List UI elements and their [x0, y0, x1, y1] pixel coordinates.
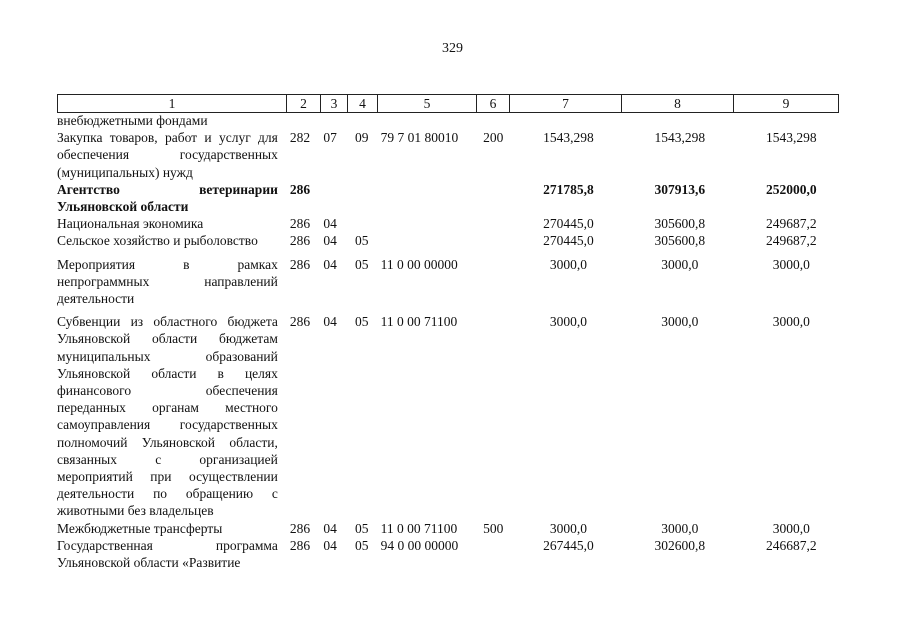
row-value-col8: 305600,8	[654, 216, 706, 232]
row-value-col8: 3000,0	[661, 256, 699, 272]
row-section: 04	[323, 314, 337, 330]
row-value-col8: 305600,8	[654, 233, 706, 249]
row-ministry: 282	[289, 130, 311, 146]
row-section: 04	[323, 520, 337, 536]
row-ministry: 286	[289, 181, 311, 197]
row-target-article: 79 7 01 80010	[380, 130, 459, 146]
row-value-col9: 3000,0	[772, 256, 810, 272]
row-value-col7: 3000,0	[549, 256, 587, 272]
row-ministry: 286	[289, 216, 311, 232]
row-value-col8: 302600,8	[654, 537, 706, 553]
row-name: Закупка товаров, работ и услуг для обеспечения государственных (муниципальных) нужд	[57, 130, 278, 180]
table-header	[57, 94, 839, 113]
row-name: внебюджетными фондами	[57, 113, 208, 128]
row-value-col7: 1543,298	[543, 130, 594, 146]
row-target-article: 11 0 00 00000	[380, 256, 458, 272]
row-name: Агентство ветеринарии Ульяновской области	[57, 181, 278, 215]
row-value-col9: 1543,298	[765, 130, 817, 146]
row-subsection: 05	[354, 520, 369, 536]
row-expense-type: 200	[483, 130, 504, 146]
header-col-9: 9	[734, 95, 839, 113]
header-col-3: 3	[321, 95, 348, 113]
row-section: 04	[323, 216, 337, 232]
header-col-2: 2	[287, 95, 321, 113]
row-section: 04	[323, 256, 337, 272]
table-row	[57, 232, 847, 249]
row-value-col9: 3000,0	[772, 314, 810, 330]
row-name: Межбюджетные трансферты	[57, 520, 223, 536]
row-subsection: 05	[354, 233, 369, 249]
row-name: Сельское хозяйство и рыболовство	[57, 233, 258, 249]
row-target-article: 11 0 00 71100	[380, 520, 458, 536]
page-number: 329	[442, 41, 463, 56]
header-col-8: 8	[622, 95, 734, 113]
row-section: 04	[323, 537, 337, 553]
table-row	[57, 256, 847, 308]
row-subsection: 09	[354, 130, 369, 146]
row-value-col8: 3000,0	[661, 314, 699, 330]
row-value-col7: 3000,0	[549, 314, 587, 330]
row-ministry: 286	[289, 537, 311, 553]
row-value-col8: 307913,6	[654, 181, 706, 197]
row-target-article: 11 0 00 71100	[380, 314, 458, 330]
header-col-5: 5	[378, 95, 477, 113]
table-body	[57, 112, 847, 571]
table-row	[57, 181, 847, 215]
row-target-article: 94 0 00 00000	[380, 537, 459, 553]
row-value-col9: 252000,0	[765, 181, 817, 197]
row-value-col9: 246687,2	[765, 537, 817, 553]
table-row	[57, 520, 847, 537]
row-ministry: 286	[289, 256, 311, 272]
row-name: Национальная экономика	[57, 216, 204, 232]
row-ministry: 286	[289, 314, 311, 330]
header-col-6: 6	[477, 95, 510, 113]
row-name: Мероприятия в рамках непрограммных направлений деятельности	[57, 256, 278, 307]
row-section: 04	[323, 233, 337, 249]
row-value-col7: 3000,0	[549, 520, 587, 536]
row-value-col8: 1543,298	[654, 130, 706, 146]
row-name: Субвенции из областного бюджета Ульяновской области бюджетам муниципальных образований Ульяновской области в целях финансового обеспечения переданных органам местного самоуправления государственных полномочий Ульяновской области, связанных с организацией мероприятий при осуществлении деятельности по обращению с животными без владельцев	[57, 314, 278, 519]
row-subsection: 05	[354, 314, 369, 330]
row-value-col7: 271785,8	[543, 181, 594, 197]
row-value-col9: 249687,2	[765, 233, 817, 249]
table-row	[57, 537, 847, 571]
table-row	[57, 129, 847, 181]
row-value-col9: 249687,2	[765, 216, 817, 232]
row-value-col8: 3000,0	[661, 520, 699, 536]
row-ministry: 286	[289, 233, 311, 249]
row-value-col7: 270445,0	[543, 233, 594, 249]
row-subsection: 05	[354, 256, 369, 272]
row-value-col9: 3000,0	[772, 520, 810, 536]
header-col-7: 7	[510, 95, 622, 113]
header-col-4: 4	[348, 95, 378, 113]
table-row	[57, 112, 847, 129]
row-name: Государственная программа Ульяновской области «Развитие	[57, 537, 278, 571]
row-value-col7: 267445,0	[543, 537, 594, 553]
row-expense-type: 500	[483, 520, 504, 536]
table-row	[57, 215, 847, 232]
header-col-1: 1	[58, 95, 287, 113]
row-value-col7: 270445,0	[543, 216, 594, 232]
row-subsection: 05	[354, 537, 369, 553]
row-section: 07	[323, 130, 337, 146]
table-row	[57, 313, 847, 519]
row-ministry: 286	[289, 520, 311, 536]
